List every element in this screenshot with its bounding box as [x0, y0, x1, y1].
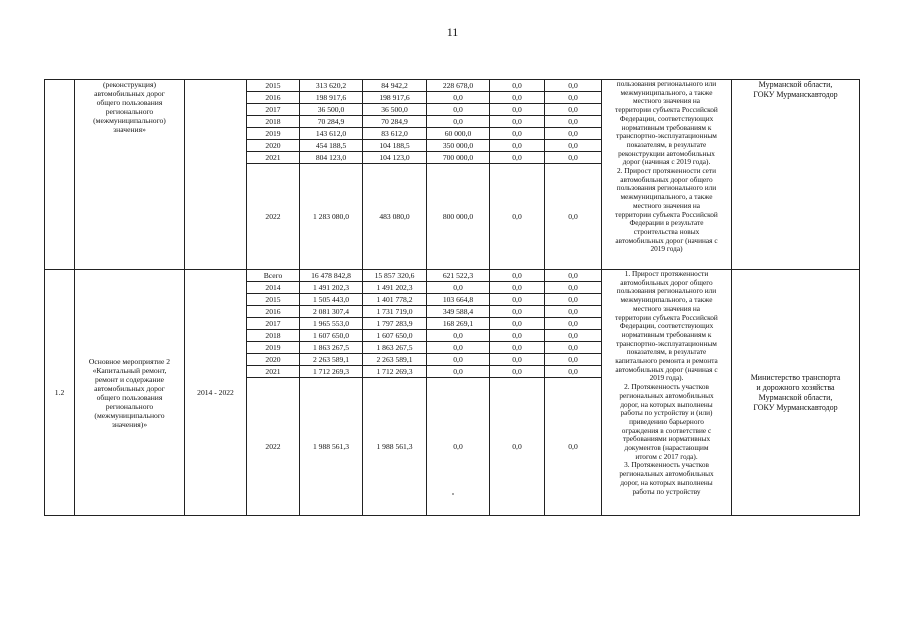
- executor-cell: Министерство транспорта и дорожного хозяйства Мурманской области, ГОКУ Мурманскавтодор: [732, 270, 860, 516]
- cell-year: 2020: [247, 354, 300, 366]
- cell-federal: 60 000,0: [427, 128, 490, 140]
- cell-local: 0,0: [490, 152, 545, 164]
- cell-federal: 0,0: [427, 92, 490, 104]
- cell-total: 1 988 561,3: [300, 378, 363, 516]
- cell-year: 2015: [247, 80, 300, 92]
- cell-other: 0,0: [545, 294, 602, 306]
- cell-year: 2014: [247, 282, 300, 294]
- cell-federal: 0,0: [427, 342, 490, 354]
- cell-federal: 0,0: [427, 330, 490, 342]
- page-number: 11: [446, 25, 459, 39]
- cell-other: 0,0: [545, 366, 602, 378]
- cell-other: 0,0: [545, 306, 602, 318]
- cell-year: 2016: [247, 92, 300, 104]
- indicators-cell: пользования регионального или межмуниципального, а также местного значения на территории субъекта Российской Федерации, соответствующих нормативным требованиям к транспортно-эксплуатационным показателям, в результате реконструкции автомобильных дорог (начиная с 2019 года). 2. Прирост протяженности сети автомобильных дорог общего пользования регионального или межмуниципального, а также местного значения на территории субъекта Российской Федерации в результате строительства новых автомобильных дорог (начиная с 2019 года): [602, 80, 732, 270]
- cell-other: 0,0: [545, 318, 602, 330]
- cell-local: 0,0: [490, 164, 545, 270]
- cell-local: 0,0: [490, 330, 545, 342]
- cell-regional: 15 857 320,6: [363, 270, 427, 282]
- cell-federal: 228 678,0: [427, 80, 490, 92]
- scan-speck: [452, 493, 454, 495]
- cell-federal: 0,0: [427, 116, 490, 128]
- cell-regional: 1 607 650,0: [363, 330, 427, 342]
- cell-federal: 621 522,3: [427, 270, 490, 282]
- cell-year: 2018: [247, 330, 300, 342]
- cell-regional: 198 917,6: [363, 92, 427, 104]
- cell-federal: 349 588,4: [427, 306, 490, 318]
- cell-total: 2 081 307,4: [300, 306, 363, 318]
- cell-total: 1 965 553,0: [300, 318, 363, 330]
- cell-year: 2022: [247, 164, 300, 270]
- cell-year: Всего: [247, 270, 300, 282]
- cell-local: 0,0: [490, 378, 545, 516]
- cell-total: 1 283 080,0: [300, 164, 363, 270]
- cell-regional: 1 731 719,0: [363, 306, 427, 318]
- cell-other: 0,0: [545, 330, 602, 342]
- cell-year: 2017: [247, 104, 300, 116]
- cell-regional: 84 942,2: [363, 80, 427, 92]
- cell-local: 0,0: [490, 294, 545, 306]
- cell-regional: 70 284,9: [363, 116, 427, 128]
- cell-total: 70 284,9: [300, 116, 363, 128]
- cell-other: 0,0: [545, 80, 602, 92]
- cell-other: 0,0: [545, 378, 602, 516]
- table-row: [45, 80, 860, 92]
- cell-local: 0,0: [490, 104, 545, 116]
- cell-local: 0,0: [490, 282, 545, 294]
- cell-regional: 104 188,5: [363, 140, 427, 152]
- cell-federal: 0,0: [427, 378, 490, 516]
- cell-federal: 0,0: [427, 366, 490, 378]
- cell-other: 0,0: [545, 92, 602, 104]
- cell-total: 143 612,0: [300, 128, 363, 140]
- cell-other: 0,0: [545, 164, 602, 270]
- cell-local: 0,0: [490, 318, 545, 330]
- cell-other: 0,0: [545, 116, 602, 128]
- cell-federal: 0,0: [427, 282, 490, 294]
- executor-cell: Мурманской области, ГОКУ Мурманскавтодор: [732, 80, 860, 270]
- cell-other: 0,0: [545, 104, 602, 116]
- period-cell: [185, 80, 247, 270]
- cell-total: 36 500,0: [300, 104, 363, 116]
- cell-other: 0,0: [545, 152, 602, 164]
- cell-regional: 1 863 267,5: [363, 342, 427, 354]
- cell-year: 2021: [247, 366, 300, 378]
- cell-other: 0,0: [545, 128, 602, 140]
- indicators-cell: 1. Прирост протяженности автомобильных дорог общего пользования регионального или межмуниципального, а также местного значения на территории субъекта Российской Федерации, соответствующих нормативным требованиям к транспортно-эксплуатационным показателям, в результате капитального ремонта и ремонта автомобильных дорог (начиная с 2019 года). 2. Протяженность участков региональных автомобильных дорог, на которых выполнены работы по устройству и (или) приведению барьерного ограждения в соответствие с требованиями нормативных документов (нарастающим итогом с 2017 года). 3. Протяженность участков региональных автомобильных дорог, на которых выполнены работы по устройству: [602, 270, 732, 516]
- cell-local: 0,0: [490, 354, 545, 366]
- cell-regional: 2 263 589,1: [363, 354, 427, 366]
- cell-year: 2020: [247, 140, 300, 152]
- cell-total: 1 607 650,0: [300, 330, 363, 342]
- cell-federal: 0,0: [427, 104, 490, 116]
- cell-local: 0,0: [490, 80, 545, 92]
- cell-regional: 104 123,0: [363, 152, 427, 164]
- cell-other: 0,0: [545, 270, 602, 282]
- row-number-cell: 1.2: [45, 270, 75, 516]
- cell-regional: 1 401 778,2: [363, 294, 427, 306]
- cell-local: 0,0: [490, 92, 545, 104]
- row-number-cell: [45, 80, 75, 270]
- cell-local: 0,0: [490, 342, 545, 354]
- cell-local: 0,0: [490, 116, 545, 128]
- cell-local: 0,0: [490, 128, 545, 140]
- cell-year: 2019: [247, 128, 300, 140]
- cell-regional: 1 988 561,3: [363, 378, 427, 516]
- cell-year: 2016: [247, 306, 300, 318]
- cell-regional: 1 712 269,3: [363, 366, 427, 378]
- cell-total: 454 188,5: [300, 140, 363, 152]
- cell-year: 2015: [247, 294, 300, 306]
- measure-name-cell: Основное мероприятие 2 «Капитальный ремонт, ремонт и содержание автомобильных дорог общего пользования регионального (межмуниципального значения)»: [75, 270, 185, 516]
- cell-local: 0,0: [490, 366, 545, 378]
- cell-year: 2017: [247, 318, 300, 330]
- cell-year: 2018: [247, 116, 300, 128]
- cell-year: 2022: [247, 378, 300, 516]
- cell-other: 0,0: [545, 354, 602, 366]
- cell-total: 2 263 589,1: [300, 354, 363, 366]
- cell-regional: 36 500,0: [363, 104, 427, 116]
- cell-local: 0,0: [490, 306, 545, 318]
- cell-total: 313 620,2: [300, 80, 363, 92]
- cell-regional: 483 080,0: [363, 164, 427, 270]
- cell-federal: 0,0: [427, 354, 490, 366]
- cell-federal: 350 000,0: [427, 140, 490, 152]
- cell-other: 0,0: [545, 342, 602, 354]
- cell-year: 2021: [247, 152, 300, 164]
- cell-total: 198 917,6: [300, 92, 363, 104]
- cell-other: 0,0: [545, 282, 602, 294]
- cell-year: 2019: [247, 342, 300, 354]
- cell-total: 1 863 267,5: [300, 342, 363, 354]
- cell-total: 804 123,0: [300, 152, 363, 164]
- cell-total: 16 478 842,8: [300, 270, 363, 282]
- cell-local: 0,0: [490, 270, 545, 282]
- cell-total: 1 712 269,3: [300, 366, 363, 378]
- cell-local: 0,0: [490, 140, 545, 152]
- cell-federal: 103 664,8: [427, 294, 490, 306]
- cell-regional: 1 491 202,3: [363, 282, 427, 294]
- cell-other: 0,0: [545, 140, 602, 152]
- cell-federal: 800 000,0: [427, 164, 490, 270]
- cell-total: 1 505 443,0: [300, 294, 363, 306]
- measure-name-cell: (реконструкция) автомобильных дорог общего пользования регионального (межмуниципального) значения»: [75, 80, 185, 270]
- program-table: [44, 79, 860, 516]
- cell-total: 1 491 202,3: [300, 282, 363, 294]
- period-cell: 2014 - 2022: [185, 270, 247, 516]
- cell-regional: 83 612,0: [363, 128, 427, 140]
- cell-regional: 1 797 283,9: [363, 318, 427, 330]
- table-row: [45, 270, 860, 282]
- cell-federal: 700 000,0: [427, 152, 490, 164]
- cell-federal: 168 269,1: [427, 318, 490, 330]
